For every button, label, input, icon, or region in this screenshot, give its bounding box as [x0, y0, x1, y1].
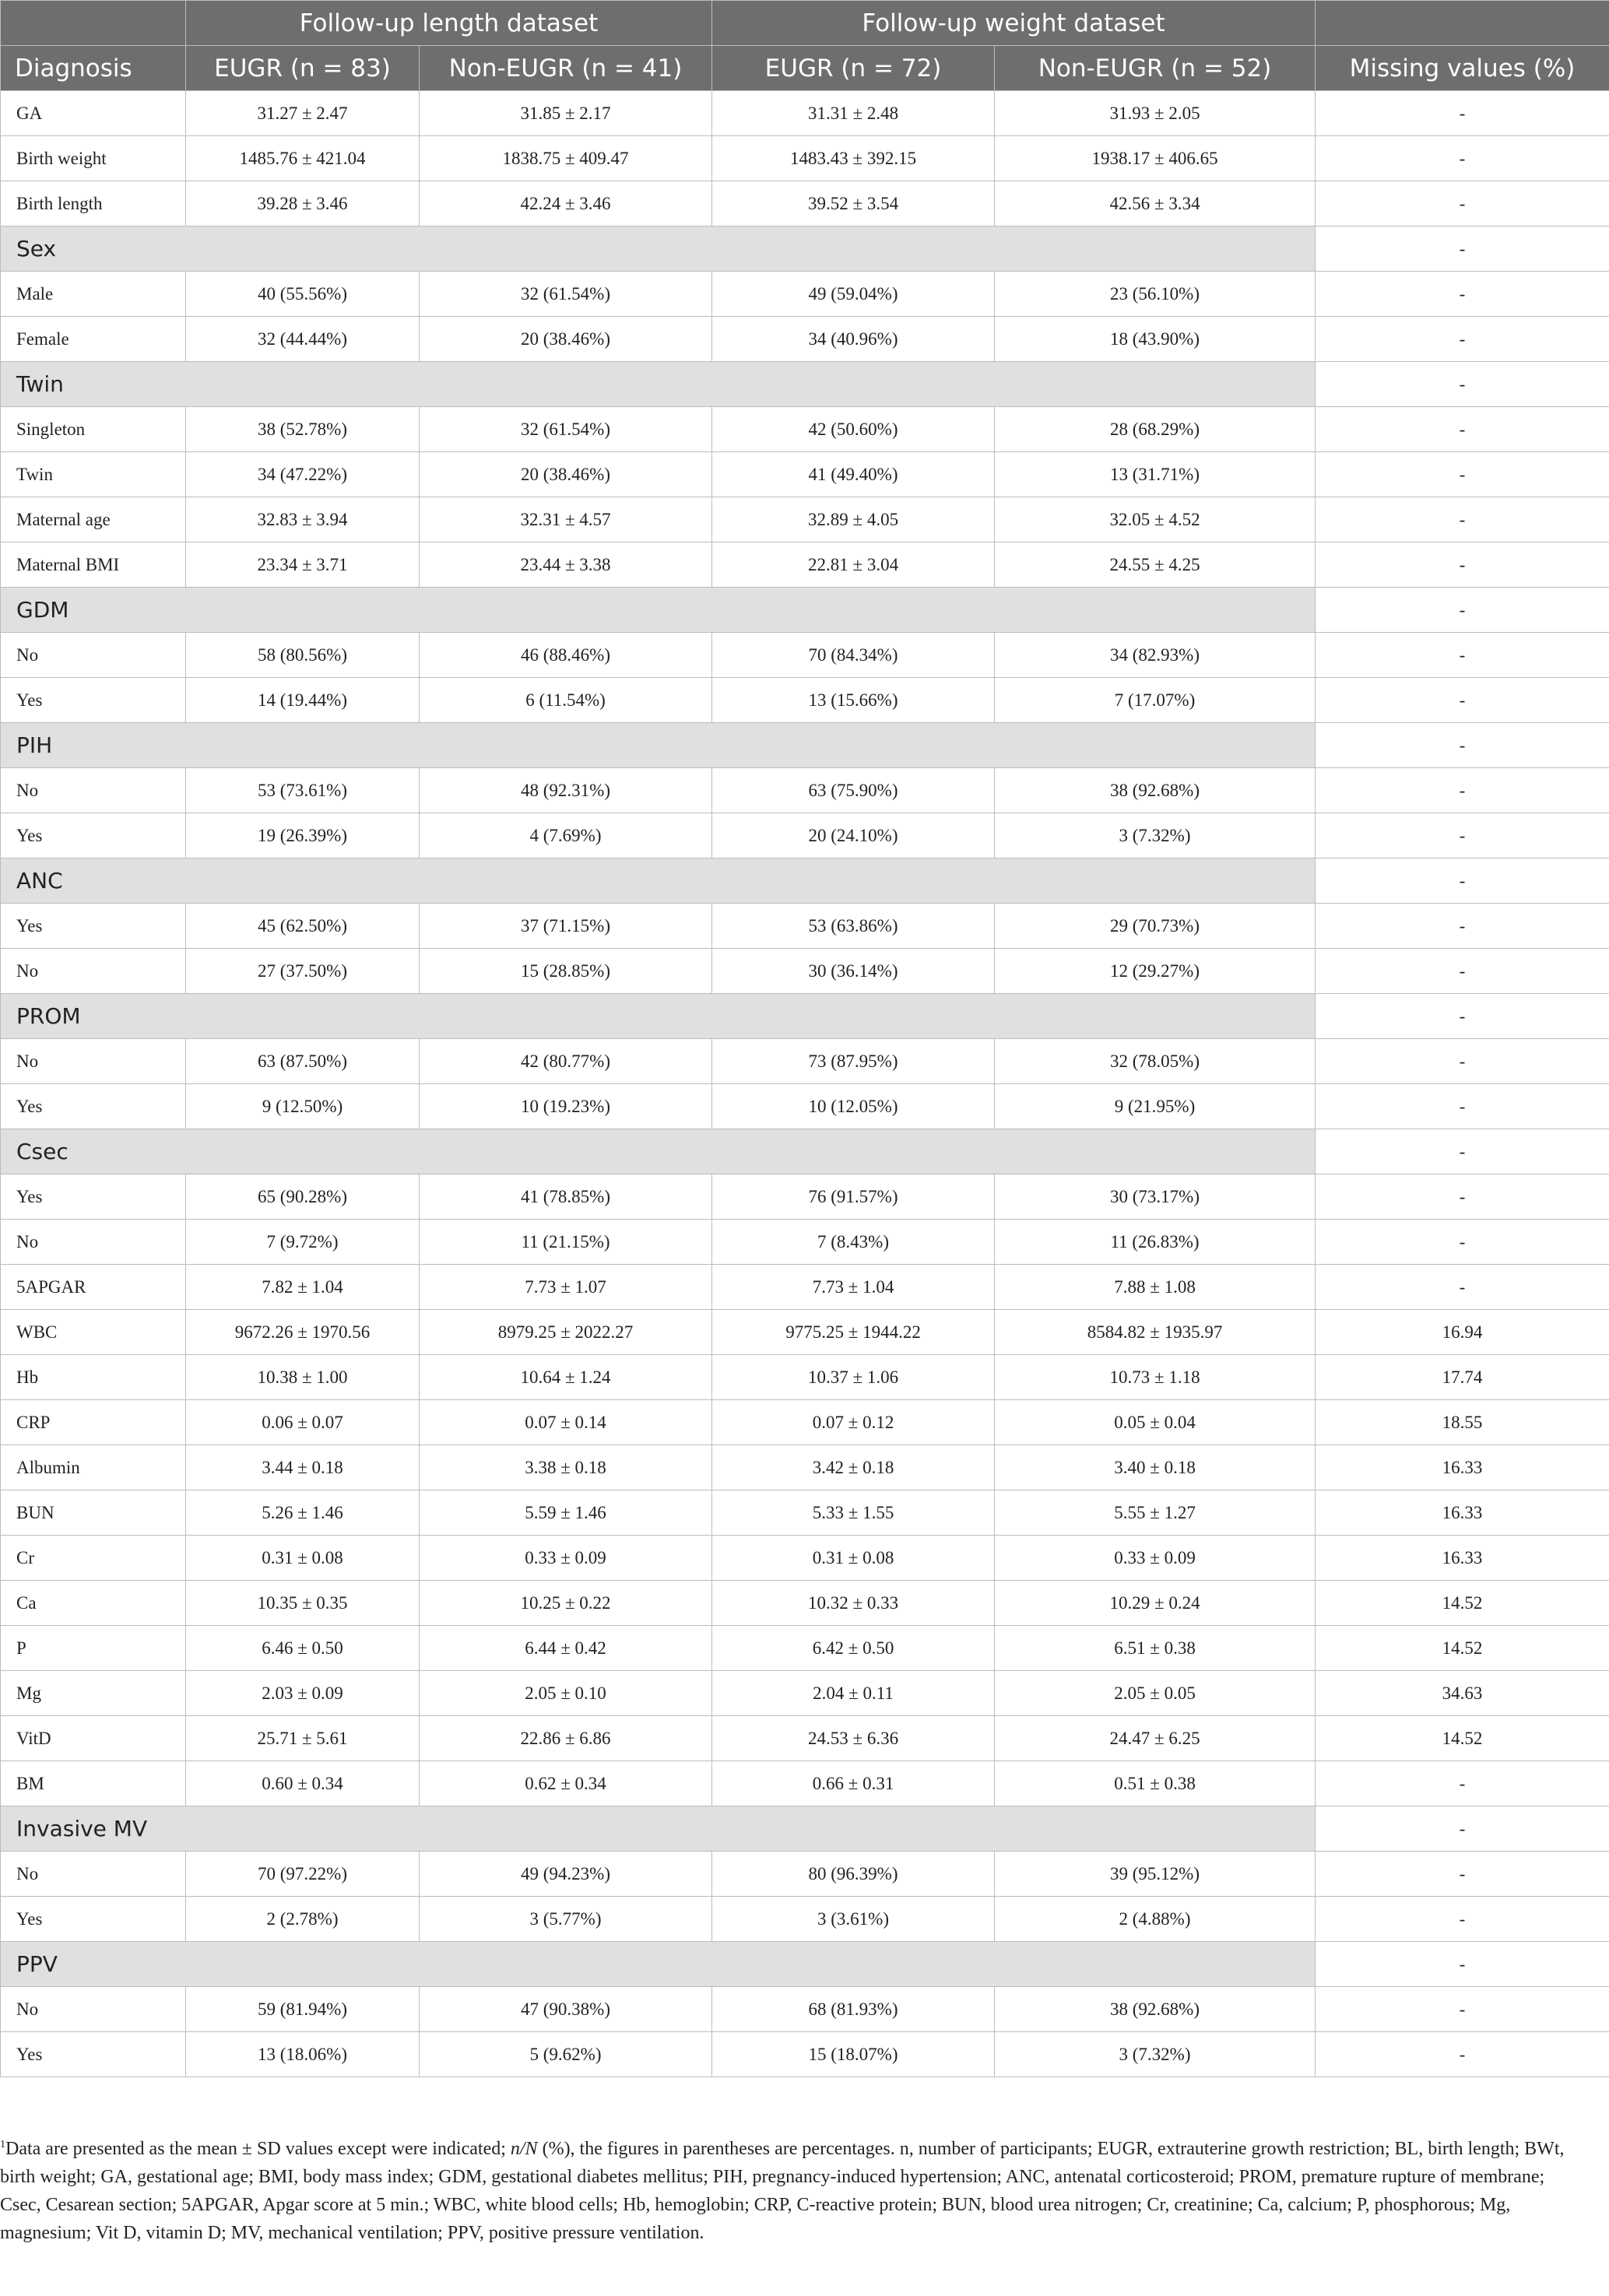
noneugr-length-cell: 41 (78.85%)	[420, 1174, 712, 1220]
eugr-length-cell: 9672.26 ± 1970.56	[186, 1310, 420, 1355]
row-label: Singleton	[1, 407, 186, 452]
noneugr-weight-cell: 29 (70.73%)	[995, 904, 1316, 949]
table-row	[1, 1987, 1609, 2032]
eugr-weight-cell: 6.42 ± 0.50	[712, 1626, 995, 1671]
eugr-weight-cell: 73 (87.95%)	[712, 1039, 995, 1084]
table-row	[1, 633, 1609, 678]
noneugr-length-cell: 10 (19.23%)	[420, 1084, 712, 1129]
row-label: GA	[1, 91, 186, 136]
missing-value-cell: -	[1316, 1987, 1609, 2032]
diagnosis-header: Diagnosis	[1, 46, 186, 91]
table-row	[1, 1761, 1609, 1806]
noneugr-weight-cell: 1938.17 ± 406.65	[995, 136, 1316, 181]
noneugr-length-cell: 11 (21.15%)	[420, 1220, 712, 1265]
group-header-row	[1, 1, 1609, 46]
missing-value-cell: -	[1316, 272, 1609, 317]
footnote-text-after: (%), the figures in parentheses are percentages. n, number of participants; EUGR, extrauterine growth restriction; BL, birth length; BWt, birth weight; GA, gestational age; BMI, body mass index; GDM, gestational diabetes mellitus; PIH, pregnancy-induced hypertension; ANC, antenatal corticosteroid; PROM, premature rupture of membrane; Csec, Cesarean section; 5APGAR, Apgar score at 5 min.; WBC, white blood cells; Hb, hemoglobin; CRP, C-reactive protein; BUN, blood urea nitrogen; Cr, creatinine; Ca, calcium; P, phosphorous; Mg, magnesium; Vit D, vitamin D; MV, mechanical ventilation; PPV, positive pressure ventilation.	[0, 2139, 1565, 2243]
noneugr-length-cell: 31.85 ± 2.17	[420, 91, 712, 136]
eugr-length-cell: 63 (87.50%)	[186, 1039, 420, 1084]
table-row	[1, 1852, 1609, 1897]
eugr-weight-cell: 70 (84.34%)	[712, 633, 995, 678]
eugr-length-cell: 0.31 ± 0.08	[186, 1536, 420, 1581]
noneugr-weight-cell: 2.05 ± 0.05	[995, 1671, 1316, 1716]
missing-value-cell: -	[1316, 768, 1609, 813]
noneugr-length-cell: 49 (94.23%)	[420, 1852, 712, 1897]
eugr-length-cell: 31.27 ± 2.47	[186, 91, 420, 136]
noneugr-weight-cell: 42.56 ± 3.34	[995, 181, 1316, 226]
eugr-weight-cell: 0.31 ± 0.08	[712, 1536, 995, 1581]
table-row	[1, 1400, 1609, 1445]
noneugr-length-cell: 6.44 ± 0.42	[420, 1626, 712, 1671]
eugr-length-cell: 5.26 ± 1.46	[186, 1490, 420, 1536]
eugr-weight-cell: 42 (50.60%)	[712, 407, 995, 452]
noneugr-weight-cell: 6.51 ± 0.38	[995, 1626, 1316, 1671]
noneugr-length-cell: 32 (61.54%)	[420, 407, 712, 452]
row-label: 5APGAR	[1, 1265, 186, 1310]
noneugr-length-cell: 15 (28.85%)	[420, 949, 712, 994]
missing-value-cell: 16.33	[1316, 1445, 1609, 1490]
noneugr-weight-cell: 13 (31.71%)	[995, 452, 1316, 497]
missing-value-cell: -	[1316, 181, 1609, 226]
eugr-weight-cell: 7 (8.43%)	[712, 1220, 995, 1265]
row-label: No	[1, 1039, 186, 1084]
table-row	[1, 181, 1609, 226]
missing-value-cell: -	[1316, 858, 1609, 904]
row-label: Mg	[1, 1671, 186, 1716]
table-row	[1, 678, 1609, 723]
noneugr-weight-cell: 30 (73.17%)	[995, 1174, 1316, 1220]
row-label: BUN	[1, 1490, 186, 1536]
noneugr-weight-cell: 38 (92.68%)	[995, 768, 1316, 813]
eugr-length-cell: 7 (9.72%)	[186, 1220, 420, 1265]
eugr-length-cell: 10.35 ± 0.35	[186, 1581, 420, 1626]
table-row	[1, 272, 1609, 317]
eugr-length-cell: 32.83 ± 3.94	[186, 497, 420, 542]
table-row	[1, 91, 1609, 136]
eugr-weight-cell: 7.73 ± 1.04	[712, 1265, 995, 1310]
section-row	[1, 1806, 1609, 1852]
eugr-length-cell: 53 (73.61%)	[186, 768, 420, 813]
noneugr-length-cell: 3.38 ± 0.18	[420, 1445, 712, 1490]
eugr-weight-cell: 0.07 ± 0.12	[712, 1400, 995, 1445]
missing-value-cell: -	[1316, 1761, 1609, 1806]
eugr-weight-cell: 63 (75.90%)	[712, 768, 995, 813]
noneugr-weight-cell: 0.51 ± 0.38	[995, 1761, 1316, 1806]
noneugr-length-cell: 42.24 ± 3.46	[420, 181, 712, 226]
noneugr-weight-cell: 11 (26.83%)	[995, 1220, 1316, 1265]
blank-header-cell	[1, 1, 186, 46]
noneugr-length-cell: 7.73 ± 1.07	[420, 1265, 712, 1310]
eugr-weight-cell: 1483.43 ± 392.15	[712, 136, 995, 181]
eugr-weight-cell: 10.32 ± 0.33	[712, 1581, 995, 1626]
eugr-length-cell: 45 (62.50%)	[186, 904, 420, 949]
row-label: Maternal age	[1, 497, 186, 542]
footnote-nN: n/N	[510, 2139, 538, 2159]
noneugr-weight-cell: 5.55 ± 1.27	[995, 1490, 1316, 1536]
noneugr-length-cell: 22.86 ± 6.86	[420, 1716, 712, 1761]
missing-value-cell: -	[1316, 1174, 1609, 1220]
missing-value-cell: -	[1316, 904, 1609, 949]
eugr-length-header: EUGR (n = 83)	[186, 46, 420, 91]
column-header-row	[1, 46, 1609, 91]
row-label: Maternal BMI	[1, 542, 186, 588]
noneugr-length-cell: 10.64 ± 1.24	[420, 1355, 712, 1400]
noneugr-weight-cell: 0.33 ± 0.09	[995, 1536, 1316, 1581]
eugr-weight-cell: 76 (91.57%)	[712, 1174, 995, 1220]
missing-value-cell: -	[1316, 678, 1609, 723]
missing-value-cell: -	[1316, 1897, 1609, 1942]
missing-value-cell: -	[1316, 226, 1609, 272]
missing-value-cell: -	[1316, 1084, 1609, 1129]
table-row	[1, 1310, 1609, 1355]
eugr-length-cell: 25.71 ± 5.61	[186, 1716, 420, 1761]
blank-header-cell	[1316, 1, 1609, 46]
table-footnote	[0, 2131, 1588, 2247]
table-row	[1, 407, 1609, 452]
row-label: No	[1, 768, 186, 813]
table-row	[1, 1265, 1609, 1310]
eugr-weight-cell: 5.33 ± 1.55	[712, 1490, 995, 1536]
noneugr-length-cell: 0.62 ± 0.34	[420, 1761, 712, 1806]
noneugr-length-cell: 47 (90.38%)	[420, 1987, 712, 2032]
missing-value-cell: -	[1316, 1220, 1609, 1265]
eugr-weight-header: EUGR (n = 72)	[712, 46, 995, 91]
noneugr-length-header: Non-EUGR (n = 41)	[420, 46, 712, 91]
missing-value-cell: 16.33	[1316, 1536, 1609, 1581]
noneugr-length-cell: 20 (38.46%)	[420, 452, 712, 497]
noneugr-weight-cell: 23 (56.10%)	[995, 272, 1316, 317]
row-label: Albumin	[1, 1445, 186, 1490]
eugr-length-cell: 6.46 ± 0.50	[186, 1626, 420, 1671]
eugr-weight-cell: 2.04 ± 0.11	[712, 1671, 995, 1716]
missing-value-cell: -	[1316, 407, 1609, 452]
missing-value-cell: -	[1316, 1806, 1609, 1852]
row-label: Yes	[1, 1174, 186, 1220]
section-row	[1, 994, 1609, 1039]
table-row	[1, 136, 1609, 181]
noneugr-weight-header: Non-EUGR (n = 52)	[995, 46, 1316, 91]
section-label: PIH	[1, 723, 1316, 768]
row-label: No	[1, 1220, 186, 1265]
noneugr-weight-cell: 24.55 ± 4.25	[995, 542, 1316, 588]
section-label: Twin	[1, 362, 1316, 407]
table-row	[1, 1716, 1609, 1761]
eugr-length-cell: 40 (55.56%)	[186, 272, 420, 317]
eugr-weight-cell: 10.37 ± 1.06	[712, 1355, 995, 1400]
section-label: ANC	[1, 858, 1316, 904]
missing-value-cell: 16.33	[1316, 1490, 1609, 1536]
missing-value-cell: 14.52	[1316, 1716, 1609, 1761]
eugr-length-cell: 38 (52.78%)	[186, 407, 420, 452]
missing-value-cell: -	[1316, 1852, 1609, 1897]
eugr-weight-cell: 30 (36.14%)	[712, 949, 995, 994]
noneugr-weight-cell: 32.05 ± 4.52	[995, 497, 1316, 542]
row-label: WBC	[1, 1310, 186, 1355]
eugr-length-cell: 9 (12.50%)	[186, 1084, 420, 1129]
table-row	[1, 1220, 1609, 1265]
table-row	[1, 1490, 1609, 1536]
missing-value-cell: -	[1316, 91, 1609, 136]
eugr-length-cell: 0.60 ± 0.34	[186, 1761, 420, 1806]
noneugr-weight-cell: 0.05 ± 0.04	[995, 1400, 1316, 1445]
eugr-weight-cell: 80 (96.39%)	[712, 1852, 995, 1897]
row-label: Yes	[1, 678, 186, 723]
noneugr-length-cell: 32 (61.54%)	[420, 272, 712, 317]
missing-value-cell: -	[1316, 1129, 1609, 1174]
noneugr-weight-cell: 24.47 ± 6.25	[995, 1716, 1316, 1761]
noneugr-weight-cell: 31.93 ± 2.05	[995, 91, 1316, 136]
noneugr-weight-cell: 2 (4.88%)	[995, 1897, 1316, 1942]
eugr-weight-cell: 15 (18.07%)	[712, 2032, 995, 2077]
noneugr-weight-cell: 3 (7.32%)	[995, 813, 1316, 858]
noneugr-length-cell: 23.44 ± 3.38	[420, 542, 712, 588]
section-label: Csec	[1, 1129, 1316, 1174]
eugr-length-cell: 2.03 ± 0.09	[186, 1671, 420, 1716]
missing-value-cell: -	[1316, 994, 1609, 1039]
eugr-weight-cell: 0.66 ± 0.31	[712, 1761, 995, 1806]
eugr-length-cell: 70 (97.22%)	[186, 1852, 420, 1897]
row-label: No	[1, 1852, 186, 1897]
eugr-length-cell: 58 (80.56%)	[186, 633, 420, 678]
noneugr-weight-cell: 12 (29.27%)	[995, 949, 1316, 994]
noneugr-weight-cell: 3.40 ± 0.18	[995, 1445, 1316, 1490]
table-row	[1, 1897, 1609, 1942]
table-row	[1, 317, 1609, 362]
noneugr-weight-cell: 18 (43.90%)	[995, 317, 1316, 362]
row-label: Birth length	[1, 181, 186, 226]
noneugr-weight-cell: 38 (92.68%)	[995, 1987, 1316, 2032]
row-label: Twin	[1, 452, 186, 497]
missing-value-cell: -	[1316, 136, 1609, 181]
eugr-length-cell: 1485.76 ± 421.04	[186, 136, 420, 181]
missing-value-cell: -	[1316, 497, 1609, 542]
noneugr-length-cell: 3 (5.77%)	[420, 1897, 712, 1942]
table-row	[1, 2032, 1609, 2077]
eugr-length-cell: 23.34 ± 3.71	[186, 542, 420, 588]
table-row	[1, 813, 1609, 858]
noneugr-length-cell: 20 (38.46%)	[420, 317, 712, 362]
table-row	[1, 1039, 1609, 1084]
missing-value-cell: -	[1316, 2032, 1609, 2077]
noneugr-weight-cell: 7 (17.07%)	[995, 678, 1316, 723]
table-row	[1, 904, 1609, 949]
row-label: No	[1, 633, 186, 678]
eugr-weight-cell: 24.53 ± 6.36	[712, 1716, 995, 1761]
eugr-length-cell: 0.06 ± 0.07	[186, 1400, 420, 1445]
noneugr-length-cell: 4 (7.69%)	[420, 813, 712, 858]
section-label: GDM	[1, 588, 1316, 633]
noneugr-weight-cell: 28 (68.29%)	[995, 407, 1316, 452]
noneugr-weight-cell: 3 (7.32%)	[995, 2032, 1316, 2077]
section-row	[1, 858, 1609, 904]
section-row	[1, 226, 1609, 272]
eugr-length-cell: 19 (26.39%)	[186, 813, 420, 858]
noneugr-length-cell: 6 (11.54%)	[420, 678, 712, 723]
row-label: Yes	[1, 2032, 186, 2077]
row-label: Yes	[1, 1084, 186, 1129]
section-label: PPV	[1, 1942, 1316, 1987]
row-label: Hb	[1, 1355, 186, 1400]
table-row	[1, 1626, 1609, 1671]
eugr-weight-cell: 32.89 ± 4.05	[712, 497, 995, 542]
eugr-weight-cell: 22.81 ± 3.04	[712, 542, 995, 588]
eugr-length-cell: 59 (81.94%)	[186, 1987, 420, 2032]
eugr-length-cell: 7.82 ± 1.04	[186, 1265, 420, 1310]
noneugr-weight-cell: 10.29 ± 0.24	[995, 1581, 1316, 1626]
eugr-weight-cell: 13 (15.66%)	[712, 678, 995, 723]
row-label: Female	[1, 317, 186, 362]
table-row	[1, 1671, 1609, 1716]
table-row	[1, 1174, 1609, 1220]
noneugr-length-cell: 5 (9.62%)	[420, 2032, 712, 2077]
noneugr-length-cell: 42 (80.77%)	[420, 1039, 712, 1084]
eugr-weight-cell: 34 (40.96%)	[712, 317, 995, 362]
missing-value-cell: 16.94	[1316, 1310, 1609, 1355]
row-label: No	[1, 1987, 186, 2032]
row-label: Male	[1, 272, 186, 317]
missing-values-header: Missing values (%)	[1316, 46, 1609, 91]
missing-value-cell: -	[1316, 1265, 1609, 1310]
section-row	[1, 1942, 1609, 1987]
table-row	[1, 452, 1609, 497]
section-label: Sex	[1, 226, 1316, 272]
missing-value-cell: 34.63	[1316, 1671, 1609, 1716]
section-row	[1, 1129, 1609, 1174]
missing-value-cell: -	[1316, 1942, 1609, 1987]
eugr-weight-cell: 39.52 ± 3.54	[712, 181, 995, 226]
table-row	[1, 542, 1609, 588]
noneugr-length-cell: 8979.25 ± 2022.27	[420, 1310, 712, 1355]
noneugr-weight-cell: 8584.82 ± 1935.97	[995, 1310, 1316, 1355]
missing-value-cell: -	[1316, 317, 1609, 362]
missing-value-cell: -	[1316, 633, 1609, 678]
footnote-marker: 1	[0, 2139, 5, 2150]
noneugr-weight-cell: 9 (21.95%)	[995, 1084, 1316, 1129]
eugr-length-cell: 14 (19.44%)	[186, 678, 420, 723]
missing-value-cell: 17.74	[1316, 1355, 1609, 1400]
noneugr-weight-cell: 34 (82.93%)	[995, 633, 1316, 678]
eugr-length-cell: 3.44 ± 0.18	[186, 1445, 420, 1490]
row-label: Yes	[1, 904, 186, 949]
missing-value-cell: -	[1316, 542, 1609, 588]
noneugr-length-cell: 48 (92.31%)	[420, 768, 712, 813]
missing-value-cell: -	[1316, 452, 1609, 497]
missing-value-cell: -	[1316, 1039, 1609, 1084]
noneugr-weight-cell: 32 (78.05%)	[995, 1039, 1316, 1084]
eugr-length-cell: 10.38 ± 1.00	[186, 1355, 420, 1400]
noneugr-length-cell: 0.33 ± 0.09	[420, 1536, 712, 1581]
section-label: Invasive MV	[1, 1806, 1316, 1852]
table-row	[1, 497, 1609, 542]
eugr-weight-cell: 9775.25 ± 1944.22	[712, 1310, 995, 1355]
table-row	[1, 1536, 1609, 1581]
row-label: VitD	[1, 1716, 186, 1761]
section-row	[1, 362, 1609, 407]
section-row	[1, 588, 1609, 633]
eugr-length-cell: 2 (2.78%)	[186, 1897, 420, 1942]
missing-value-cell: 18.55	[1316, 1400, 1609, 1445]
length-dataset-header: Follow-up length dataset	[186, 1, 712, 46]
missing-value-cell: -	[1316, 813, 1609, 858]
row-label: Yes	[1, 1897, 186, 1942]
eugr-weight-cell: 53 (63.86%)	[712, 904, 995, 949]
noneugr-weight-cell: 39 (95.12%)	[995, 1852, 1316, 1897]
section-row	[1, 723, 1609, 768]
eugr-length-cell: 65 (90.28%)	[186, 1174, 420, 1220]
weight-dataset-header: Follow-up weight dataset	[712, 1, 1316, 46]
eugr-length-cell: 34 (47.22%)	[186, 452, 420, 497]
eugr-weight-cell: 41 (49.40%)	[712, 452, 995, 497]
table-row	[1, 768, 1609, 813]
row-label: BM	[1, 1761, 186, 1806]
eugr-weight-cell: 31.31 ± 2.48	[712, 91, 995, 136]
noneugr-length-cell: 0.07 ± 0.14	[420, 1400, 712, 1445]
eugr-length-cell: 27 (37.50%)	[186, 949, 420, 994]
noneugr-weight-cell: 7.88 ± 1.08	[995, 1265, 1316, 1310]
missing-value-cell: -	[1316, 723, 1609, 768]
noneugr-weight-cell: 10.73 ± 1.18	[995, 1355, 1316, 1400]
noneugr-length-cell: 10.25 ± 0.22	[420, 1581, 712, 1626]
eugr-length-cell: 13 (18.06%)	[186, 2032, 420, 2077]
table-row	[1, 949, 1609, 994]
missing-value-cell: 14.52	[1316, 1626, 1609, 1671]
table-row	[1, 1355, 1609, 1400]
section-label: PROM	[1, 994, 1316, 1039]
table-row	[1, 1581, 1609, 1626]
row-label: Ca	[1, 1581, 186, 1626]
row-label: Birth weight	[1, 136, 186, 181]
table-body	[1, 91, 1609, 2077]
row-label: No	[1, 949, 186, 994]
noneugr-length-cell: 37 (71.15%)	[420, 904, 712, 949]
missing-value-cell: -	[1316, 949, 1609, 994]
row-label: Cr	[1, 1536, 186, 1581]
eugr-weight-cell: 3 (3.61%)	[712, 1897, 995, 1942]
missing-value-cell: -	[1316, 588, 1609, 633]
row-label: P	[1, 1626, 186, 1671]
eugr-weight-cell: 10 (12.05%)	[712, 1084, 995, 1129]
row-label: CRP	[1, 1400, 186, 1445]
table-row	[1, 1445, 1609, 1490]
noneugr-length-cell: 32.31 ± 4.57	[420, 497, 712, 542]
table-row	[1, 1084, 1609, 1129]
eugr-length-cell: 32 (44.44%)	[186, 317, 420, 362]
noneugr-length-cell: 1838.75 ± 409.47	[420, 136, 712, 181]
missing-value-cell: -	[1316, 362, 1609, 407]
noneugr-length-cell: 2.05 ± 0.10	[420, 1671, 712, 1716]
noneugr-length-cell: 46 (88.46%)	[420, 633, 712, 678]
row-label: Yes	[1, 813, 186, 858]
noneugr-length-cell: 5.59 ± 1.46	[420, 1490, 712, 1536]
eugr-weight-cell: 68 (81.93%)	[712, 1987, 995, 2032]
eugr-weight-cell: 3.42 ± 0.18	[712, 1445, 995, 1490]
footnote-text-before: Data are presented as the mean ± SD values except were indicated;	[5, 2139, 511, 2159]
eugr-weight-cell: 20 (24.10%)	[712, 813, 995, 858]
missing-value-cell: 14.52	[1316, 1581, 1609, 1626]
eugr-weight-cell: 49 (59.04%)	[712, 272, 995, 317]
eugr-length-cell: 39.28 ± 3.46	[186, 181, 420, 226]
